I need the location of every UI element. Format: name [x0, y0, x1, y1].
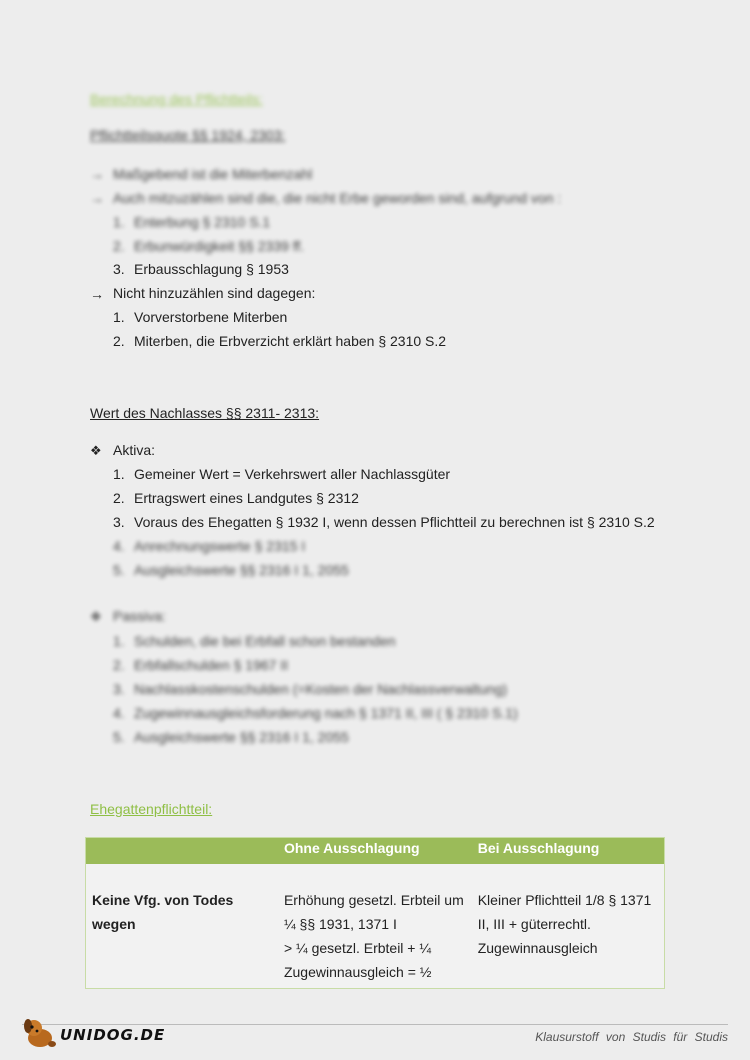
cell-line: II, III + güterrechtl. — [477, 916, 591, 932]
list-item: Vorverstorbene Miterben — [134, 309, 288, 325]
table-header-cell: Bei Ausschlagung — [472, 838, 665, 865]
list-number: 2. — [113, 490, 125, 506]
cell-line: Zugewinnausgleich = ½ — [283, 964, 432, 980]
arrow-icon: → — [90, 286, 104, 302]
table-header-row — [86, 838, 665, 865]
arrow-item-2: Auch mitzuzählen sind die, die nicht Erbe geworden sind, aufgrund von : — [113, 190, 562, 206]
section-title-berechnung: Berechnung des Pflichtteils: — [90, 91, 263, 107]
dog-icon — [22, 1016, 62, 1052]
list-item: Nachlasskostenschulden (=Kosten der Nachlassverwaltung) — [134, 681, 508, 697]
list-item: Enterbung § 2310 S.1 — [134, 214, 271, 230]
table-row — [86, 884, 665, 989]
cell-line: > ¼ gesetzl. Erbteil + ¼ — [283, 940, 432, 956]
footer-logo — [22, 1016, 166, 1052]
list-item: Zugewinnausgleichsforderung nach § 1371 II, III ( § 2310 S.1) — [134, 705, 518, 721]
list-number: 3. — [113, 681, 125, 697]
arrow-icon: → — [90, 190, 104, 206]
table-header-cell: Ohne Ausschlagung — [278, 838, 472, 865]
table-row-label: Keine Vfg. von Todes wegen — [86, 884, 278, 989]
list-item: Ausgleichswerte §§ 2316 I 1, 2055 — [134, 729, 349, 745]
heading-pflichtteilsquote: Pflichtteilsquote §§ 1924, 2303: — [90, 127, 286, 143]
arrow-item-1: Maßgebend ist die Miterbenzahl — [113, 166, 313, 182]
cell-line: ¼ §§ 1931, 1371 I — [283, 916, 397, 932]
list-number: 1. — [113, 466, 125, 482]
list-number: 4. — [113, 705, 125, 721]
list-number: 1. — [113, 309, 125, 325]
table-spacer-row — [86, 864, 665, 884]
cell-line: Erhöhung gesetzl. Erbteil um — [283, 892, 464, 908]
list-number: 2. — [113, 238, 125, 254]
list-number: 2. — [113, 333, 125, 349]
list-number: 2. — [113, 657, 125, 673]
cell-line: Kleiner Pflichtteil 1/8 § 1371 — [477, 892, 652, 908]
list-number: 1. — [113, 633, 125, 649]
ehegatten-table — [85, 837, 665, 989]
list-item: Gemeiner Wert = Verkehrswert aller Nachlassgüter — [134, 466, 451, 482]
arrow-item-3: Nicht hinzuzählen sind dagegen: — [113, 285, 316, 301]
table-cell-bei — [472, 884, 665, 989]
aktiva-label: Aktiva: — [113, 442, 156, 458]
table-header-cell — [86, 838, 278, 865]
passiva-label: Passiva: — [113, 608, 166, 624]
list-item: Ertragswert eines Landgutes § 2312 — [134, 490, 359, 506]
table-cell-ohne — [278, 884, 472, 989]
heading-wert-des-nachlasses: Wert des Nachlasses §§ 2311- 2313: — [90, 405, 320, 421]
list-item: Erbausschlagung § 1953 — [134, 261, 289, 277]
diamond-bullet-icon: ❖ — [90, 443, 102, 458]
footer-tagline: Klausurstoff von Studis für Studis — [535, 1030, 728, 1044]
list-item: Ausgleichswerte §§ 2316 I 1, 2055 — [134, 562, 349, 578]
cell-line: Zugewinnausgleich — [477, 940, 598, 956]
list-number: 5. — [113, 562, 125, 578]
list-number: 5. — [113, 729, 125, 745]
list-item: Anrechnungswerte § 2315 I — [134, 538, 306, 554]
list-item: Erbunwürdigkeit §§ 2339 ff. — [134, 238, 305, 254]
list-item: Schulden, die bei Erbfall schon bestanden — [134, 633, 396, 649]
list-number: 3. — [113, 261, 125, 277]
list-number: 3. — [113, 514, 125, 530]
list-item: Voraus des Ehegatten § 1932 I, wenn dessen Pflichtteil zu berechnen ist § 2310 S.2 — [134, 514, 655, 530]
diamond-bullet-icon: ❖ — [90, 609, 102, 624]
logo-text: UNIDOG.DE — [60, 1026, 166, 1044]
list-number: 1. — [113, 214, 125, 230]
arrow-icon: → — [90, 166, 104, 182]
list-item: Miterben, die Erbverzicht erklärt haben § 2310 S.2 — [134, 333, 447, 349]
section-title-ehegattenpflichtteil: Ehegattenpflichtteil: — [90, 801, 213, 817]
list-item: Erbfallschulden § 1967 II — [134, 657, 289, 673]
list-number: 4. — [113, 538, 125, 554]
